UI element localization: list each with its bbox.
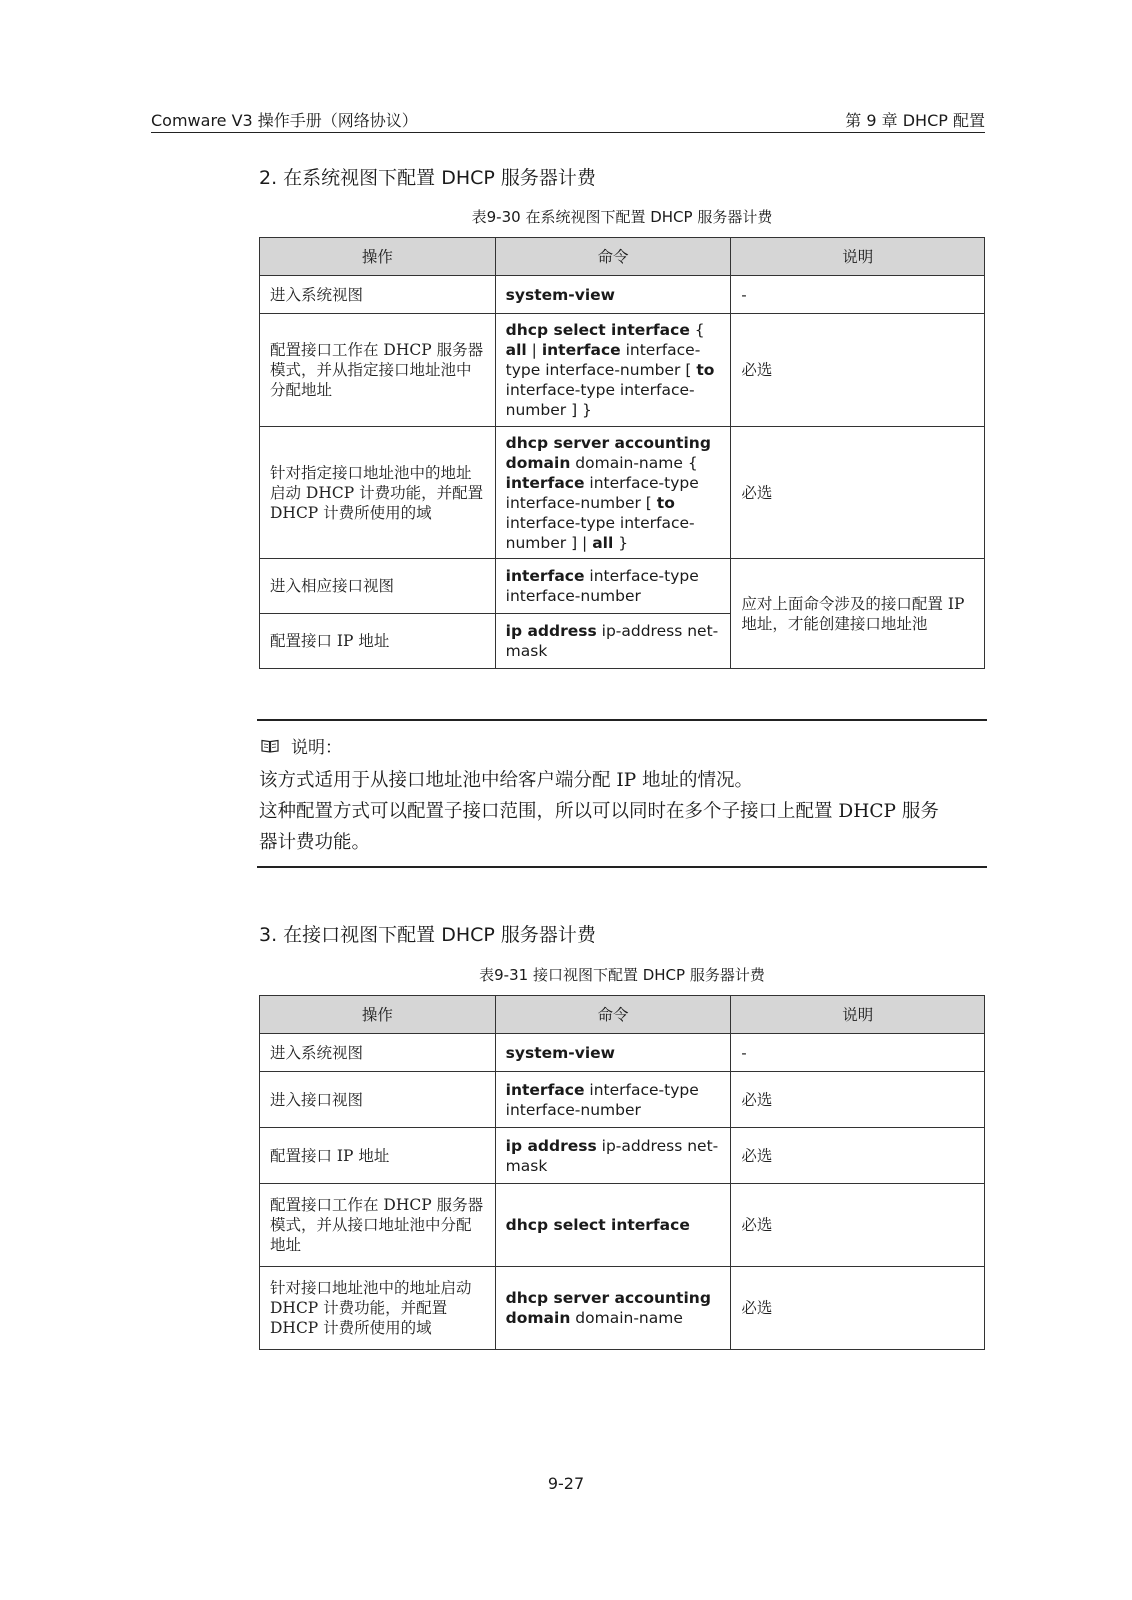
table-9-30 [259,237,985,669]
section-2-title: 2. 在系统视图下配置 DHCP 服务器计费 [259,167,596,189]
command-cell [495,427,731,559]
command-keyword: interface [541,341,621,359]
table-row [260,1267,985,1350]
description-cell: - [731,1034,985,1072]
command-parameter: interface-type interface-number ] } [505,381,695,419]
page-header [151,108,985,133]
table-9-30-caption: 表9-30 在系统视图下配置 DHCP 服务器计费 [471,208,773,226]
command-keyword: system-view [505,285,615,304]
command-cell [495,276,731,314]
command-cell [495,1072,731,1128]
command-parameter: interface-type interface-number ] | [505,513,695,552]
table-row [260,1072,985,1128]
description-cell: 必选 [731,1267,985,1350]
command-parameter: domain-name [570,1309,683,1327]
command-cell [495,1267,731,1350]
book-icon [261,739,279,753]
operation-cell: 配置接口 IP 地址 [260,1128,496,1184]
operation-cell: 进入系统视图 [260,1034,496,1072]
command-cell [495,614,731,669]
command-keyword: to [656,493,675,512]
command-keyword: interface [505,473,585,492]
note-line-2: 这种配置方式可以配置子接口范围，所以可以同时在多个子接口上配置 DHCP 服务 [259,801,939,822]
header-operation: 操作 [260,238,496,276]
table-row [260,314,985,427]
table-row [260,559,985,614]
command-keyword: all [592,533,614,552]
command-cell [495,314,731,427]
table-row [260,1128,985,1184]
description-cell: - [731,276,985,314]
table-row [260,1184,985,1267]
command-cell [495,559,731,614]
note-line-3: 器计费功能。 [259,832,371,853]
command-keyword: ip address [505,622,597,640]
command-keyword: dhcp server accounting domain [505,1289,711,1327]
command-keyword: interface [505,1080,585,1099]
command-parameter: | [526,341,542,359]
operation-cell: 配置接口工作在 DHCP 服务器模式，并从指定接口地址池中分配地址 [260,314,496,427]
header-manual-title: Comware V3 操作手册（网络协议） [151,111,418,130]
table-header-row [260,238,985,276]
command-parameter: { [689,321,705,339]
command-keyword: interface [505,567,585,585]
command-parameter: interface-type interface-number [ [505,341,701,379]
table-header-row [260,996,985,1034]
header-command: 命令 [495,238,731,276]
operation-cell: 配置接口工作在 DHCP 服务器模式，并从接口地址池中分配地址 [260,1184,496,1267]
command-parameter: domain-name { [570,453,698,472]
header-command: 命令 [495,996,731,1034]
description-cell: 必选 [731,314,985,427]
command-keyword: all [505,341,527,359]
table-row [260,276,985,314]
command-keyword: to [696,361,715,379]
section-3-title: 3. 在接口视图下配置 DHCP 服务器计费 [259,924,596,946]
command-keyword: ip address [505,1136,597,1155]
header-description: 说明 [731,996,985,1034]
operation-cell: 进入系统视图 [260,276,496,314]
command-parameter: interface-type interface-number [505,567,699,605]
header-operation: 操作 [260,996,496,1034]
table-9-31-caption: 表9-31 接口视图下配置 DHCP 服务器计费 [479,966,765,984]
description-cell: 必选 [731,427,985,559]
command-parameter: ip-address net-mask [505,622,719,660]
command-keyword: dhcp select interface [505,1216,690,1234]
header-description: 说明 [731,238,985,276]
table-9-31 [259,995,985,1350]
description-cell: 应对上面命令涉及的接口配置 IP 地址，才能创建接口地址池 [731,559,985,669]
command-parameter: } [613,533,629,552]
command-parameter: interface-type interface-number [ [505,473,699,512]
description-cell: 必选 [731,1184,985,1267]
operation-cell: 针对接口地址池中的地址启动 DHCP 计费功能，并配置 DHCP 计费所使用的域 [260,1267,496,1350]
command-cell [495,1184,731,1267]
command-parameter: ip-address net-mask [505,1136,719,1175]
note-label: 说明： [291,738,342,758]
operation-cell: 进入接口视图 [260,1072,496,1128]
note-box [257,719,987,868]
operation-cell: 进入相应接口视图 [260,559,496,614]
operation-cell: 配置接口 IP 地址 [260,614,496,669]
header-chapter-title: 第 9 章 DHCP 配置 [845,111,985,130]
note-heading [261,733,342,758]
command-keyword: dhcp select interface [505,321,690,339]
operation-cell: 针对指定接口地址池中的地址启动 DHCP 计费功能，并配置 DHCP 计费所使用的域 [260,427,496,559]
description-cell: 必选 [731,1072,985,1128]
command-cell [495,1034,731,1072]
note-line-1: 该方式适用于从接口地址池中给客户端分配 IP 地址的情况。 [259,770,754,791]
table-row [260,427,985,559]
command-keyword: system-view [505,1043,615,1062]
page-number: 9-27 [547,1474,585,1493]
command-parameter: interface-type interface-number [505,1080,699,1119]
table-row [260,1034,985,1072]
command-keyword: dhcp server accounting domain [505,433,711,472]
description-cell: 必选 [731,1128,985,1184]
command-cell [495,1128,731,1184]
